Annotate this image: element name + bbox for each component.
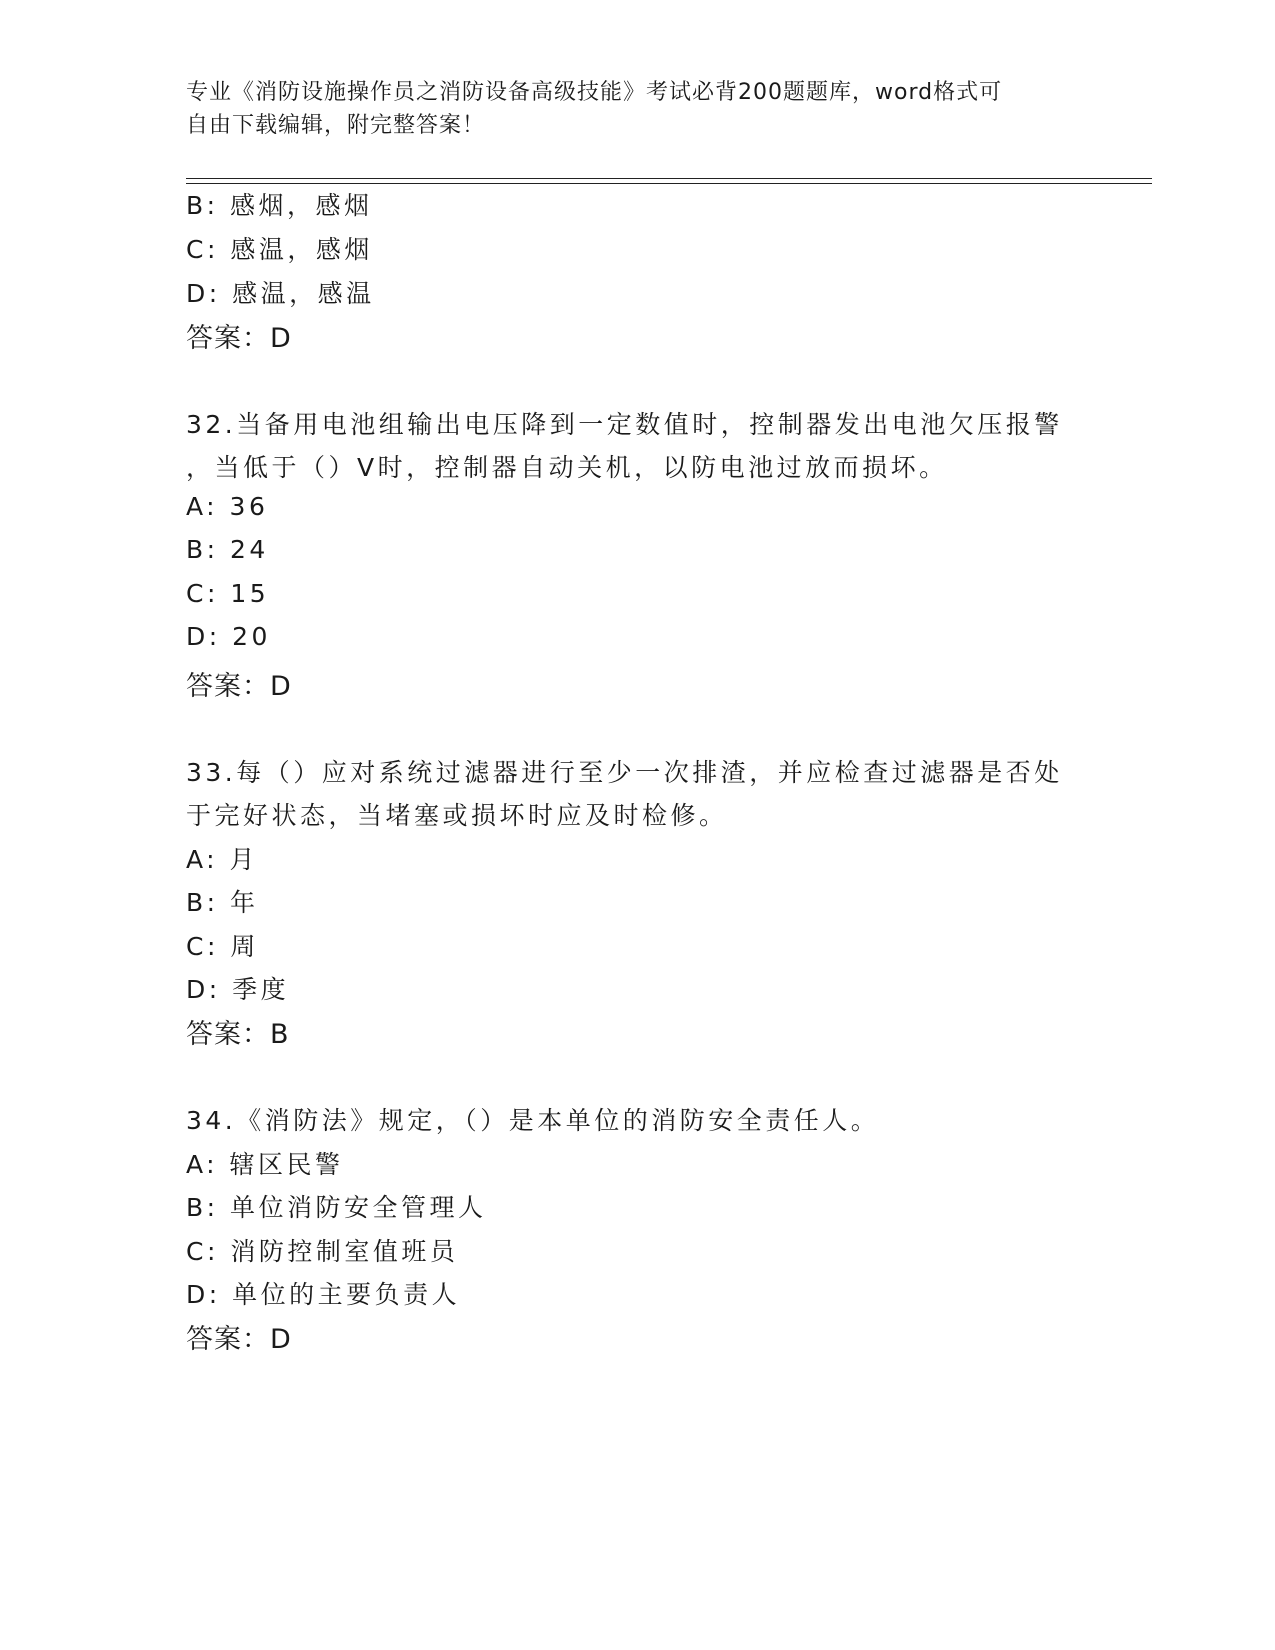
option-c-q32: C: 15: [186, 579, 270, 608]
option-d-q32: D: 20: [186, 622, 271, 651]
option-a-q32: A: 36: [186, 492, 269, 521]
answer-q33: 答案：B: [186, 1019, 290, 1050]
header-divider-bottom: [186, 183, 1152, 184]
question-33-stem-line-1: 33.每（）应对系统过滤器进行至少一次排渣，并应检查过滤器是否处: [186, 758, 1063, 787]
question-32-stem-line-1: 32.当备用电池组输出电压降到一定数值时，控制器发出电池欠压报警: [186, 410, 1063, 439]
header-line-1: 专业《消防设施操作员之消防设备高级技能》考试必背200题题库，word格式可: [186, 80, 1003, 105]
option-c-q34: C: 消防控制室值班员: [186, 1237, 459, 1266]
option-d-q33: D: 季度: [186, 975, 290, 1004]
question-32-stem-line-2: ，当低于（）V时，控制器自动关机，以防电池过放而损坏。: [186, 453, 948, 482]
option-d-q34: D: 单位的主要负责人: [186, 1280, 461, 1309]
answer-q32: 答案：D: [186, 671, 292, 702]
question-33-stem-line-2: 于完好状态，当堵塞或损坏时应及时检修。: [186, 801, 728, 830]
option-c-q33: C: 周: [186, 932, 259, 961]
question-34-stem-line-1: 34.《消防法》规定，（）是本单位的消防安全责任人。: [186, 1106, 880, 1135]
option-c-q31: C: 感温，感烟: [186, 235, 373, 264]
document-header: [186, 76, 1066, 142]
option-a-q34: A: 辖区民警: [186, 1150, 344, 1179]
option-d-q31: D: 感温，感温: [186, 279, 375, 308]
option-b-q34: B: 单位消防安全管理人: [186, 1193, 487, 1222]
option-a-q33: A: 月: [186, 845, 259, 874]
option-b-q33: B: 年: [186, 888, 259, 917]
answer-q31: 答案：D: [186, 323, 292, 354]
option-b-q32: B: 24: [186, 535, 269, 564]
option-b-q31: B: 感烟，感烟: [186, 191, 373, 220]
header-divider-top: [186, 178, 1152, 179]
header-line-2: 自由下载编辑，附完整答案！: [186, 113, 486, 138]
answer-q34: 答案：D: [186, 1324, 292, 1355]
